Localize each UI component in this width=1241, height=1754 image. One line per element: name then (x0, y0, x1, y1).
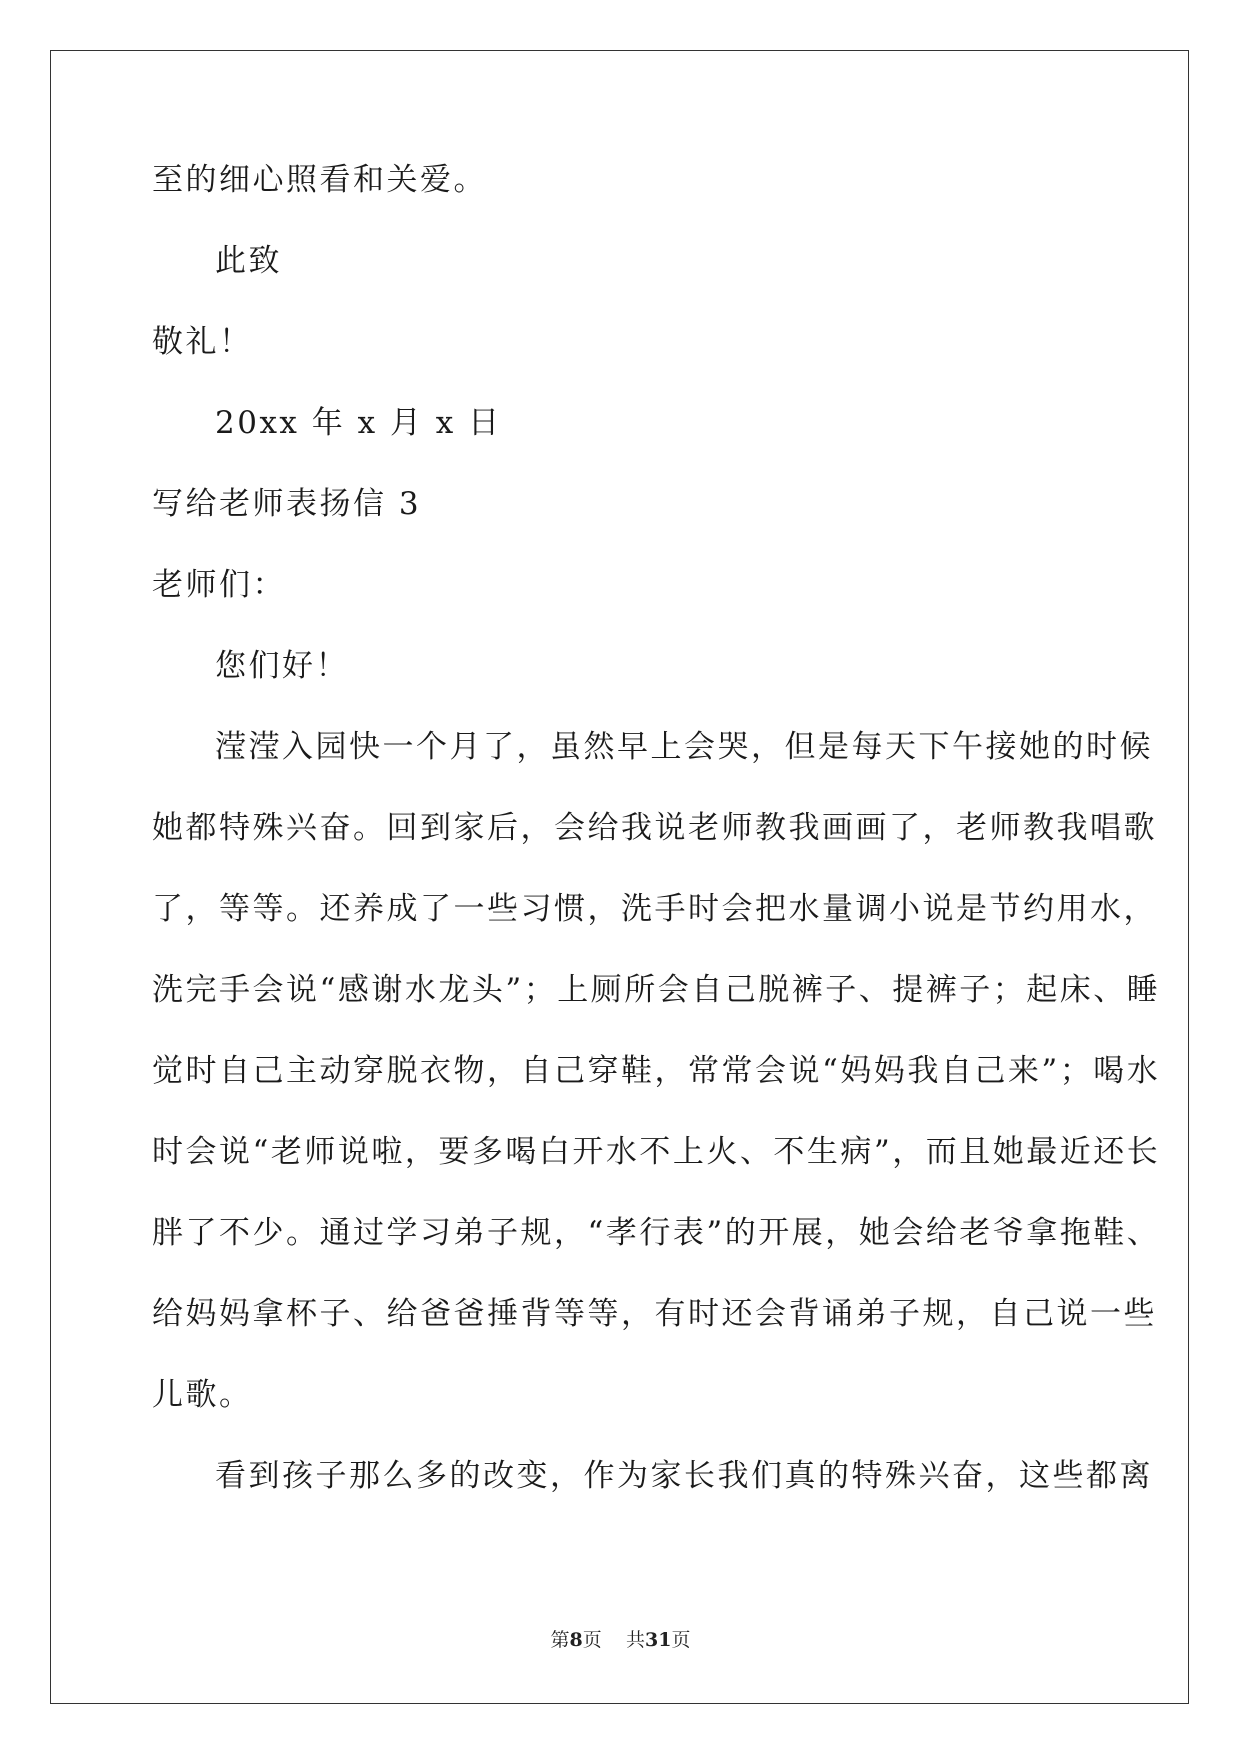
letter-date: 20xx 年 x 月 x 日 (215, 405, 502, 441)
footer-prefix: 第 (550, 1629, 570, 1651)
paragraph-line: 她都特殊兴奋。回到家后，会给我说老师教我画画了，老师教我唱歌 (152, 810, 1157, 846)
page-number: 8 (569, 1629, 583, 1651)
footer-total-prefix: 共 (625, 1629, 645, 1651)
greeting-line: 您们好！ (215, 648, 349, 684)
paragraph-line: 给妈妈拿杯子、给爸爸捶背等等，有时还会背诵弟子规，自己说一些 (152, 1296, 1157, 1332)
letter-greeting: 老师们： (152, 567, 286, 603)
paragraph-line: 胖了不少。通过学习弟子规，“孝行表”的开展，她会给老爷拿拖鞋、 (152, 1215, 1161, 1251)
paragraph-line: 儿歌。 (152, 1377, 253, 1413)
document-body (152, 160, 1161, 1537)
paragraph-line: 觉时自己主动穿脱衣物，自己穿鞋，常常会说“妈妈我自己来”；喝水 (152, 1053, 1161, 1089)
text-line: 至的细心照看和关爱。 (152, 162, 487, 198)
closing-phrase: 此致 (215, 243, 282, 279)
footer-total-suffix: 页 (671, 1629, 691, 1651)
paragraph-line: 看到孩子那么多的改变，作为家长我们真的特殊兴奋，这些都离 (215, 1458, 1153, 1494)
paragraph-line: 了，等等。还养成了一些习惯，洗手时会把水量调小说是节约用水， (152, 891, 1157, 927)
total-pages: 31 (644, 1629, 672, 1651)
paragraph-line: 洗完手会说“感谢水龙头”；上厕所会自己脱裤子、提裤子；起床、睡 (152, 972, 1161, 1008)
paragraph-line: 滢滢入园快一个月了，虽然早上会哭，但是每天下午接她的时候 (215, 729, 1153, 765)
page-footer (0, 1625, 1241, 1652)
section-heading: 写给老师表扬信 3 (152, 486, 422, 522)
footer-page-suffix: 页 (582, 1629, 602, 1651)
paragraph-line: 时会说“老师说啦，要多喝白开水不上火、不生病”，而且她最近还长 (152, 1134, 1161, 1170)
salutation-closing: 敬礼！ (152, 324, 253, 360)
